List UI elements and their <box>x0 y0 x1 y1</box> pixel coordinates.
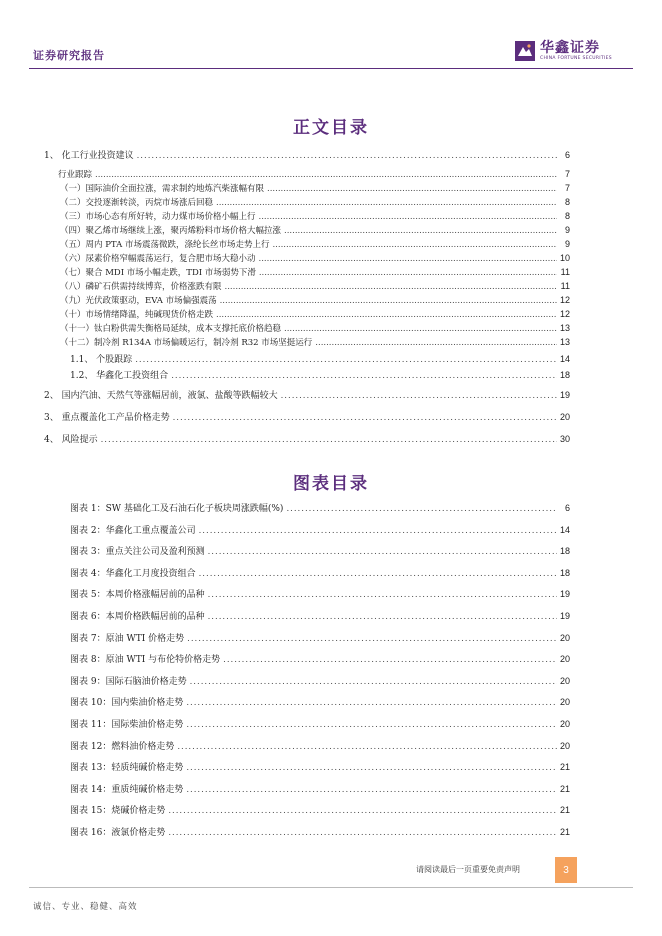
dot-leader <box>168 828 557 838</box>
dot-leader <box>284 226 557 236</box>
dot-leader <box>135 355 557 365</box>
toc-entry-page: 9 <box>564 225 570 235</box>
dot-leader <box>101 435 557 445</box>
dot-leader <box>187 634 557 644</box>
toc-entry-label: （二）交投逐渐转淡，丙烷市场涨后回稳 <box>60 198 214 208</box>
figure-toc-entry-label: 图表 15：烧碱价格走势 <box>70 806 166 816</box>
dot-leader <box>286 504 557 514</box>
figure-toc-entry[interactable] <box>70 544 570 557</box>
dot-leader <box>208 612 557 622</box>
figure-toc-entry-label: 图表 12：燃料油价格走势 <box>70 742 175 752</box>
company-motto: 诚信、专业、稳健、高效 <box>33 902 138 912</box>
figure-toc-entry-label: 图表 8：原油 WTI 与布伦特价格走势 <box>70 655 221 665</box>
dot-leader <box>220 296 557 306</box>
toc-entry[interactable] <box>60 210 570 222</box>
toc-entry-page: 30 <box>559 434 570 444</box>
toc-entry-label: （五）周内 PTA 市场震荡微跌，涤纶长丝市场走势上行 <box>60 240 270 250</box>
dot-leader <box>216 198 557 208</box>
toc-entry-page: 8 <box>564 211 570 221</box>
figure-toc-entry[interactable] <box>70 587 570 600</box>
figure-toc-entry[interactable] <box>70 739 570 752</box>
toc-entry-label: （三）市场心态有所好转，动力煤市场价格小幅上行 <box>60 212 256 222</box>
toc-entry-page: 9 <box>564 239 570 249</box>
figures-title: 图表目录 <box>293 474 369 494</box>
toc-entry-label: （十一）钛白粉供需失衡格局延续，成本支撑托底价格趋稳 <box>60 324 282 334</box>
toc-entry-label: （六）尿素价格窄幅震荡运行，复合肥市场大稳小动 <box>60 254 256 264</box>
toc-entry-page: 12 <box>559 309 570 319</box>
figure-toc-entry-page: 20 <box>559 654 570 664</box>
toc-entry[interactable] <box>60 266 570 278</box>
toc-entry-page: 20 <box>559 412 570 422</box>
figure-toc-entry[interactable] <box>70 631 570 644</box>
toc-entry[interactable] <box>44 432 570 445</box>
toc-entry[interactable] <box>58 168 570 180</box>
footer-divider <box>29 887 633 888</box>
figure-toc-entry-page: 21 <box>559 827 570 837</box>
dot-leader <box>177 742 557 752</box>
toc-entry-label: 4、 风险提示 <box>44 435 98 445</box>
figure-toc-entry-page: 21 <box>559 805 570 815</box>
figure-toc-entry-label: 图表 4：华鑫化工月度投资组合 <box>70 569 196 579</box>
logo-mark-icon <box>514 40 536 62</box>
dot-leader <box>190 677 557 687</box>
figure-toc-entry-label: 图表 6：本周价格跌幅居前的品种 <box>70 612 205 622</box>
dot-leader <box>259 212 557 222</box>
figure-toc-entry[interactable] <box>70 523 570 536</box>
dot-leader <box>137 151 557 161</box>
figure-toc-entry-label: 图表 11：国际柴油价格走势 <box>70 720 184 730</box>
toc-entry[interactable] <box>60 322 570 334</box>
dot-leader <box>267 184 557 194</box>
toc-entry-label: （十）市场情绪降温，纯碱现货价格走跌 <box>60 310 214 320</box>
page-header <box>0 0 662 72</box>
figure-toc-entry-page: 6 <box>564 503 570 513</box>
toc-entry-label: 2、 国内汽油、天然气等涨幅居前，液氯、盐酸等跌幅较大 <box>44 391 278 401</box>
toc-entry-label: （一）国际油价全面拉涨，需求制约地炼汽柴涨幅有限 <box>60 184 265 194</box>
toc-entry-label: 行业跟踪 <box>58 170 93 180</box>
report-type-label: 证券研究报告 <box>33 49 105 62</box>
toc-entry[interactable] <box>60 196 570 208</box>
figure-toc-entry-page: 20 <box>559 741 570 751</box>
logo-english-name: CHINA FORTUNE SECURITIES <box>540 56 612 61</box>
dot-leader <box>259 254 557 264</box>
toc-entry[interactable] <box>60 280 570 292</box>
toc-entry-label: （四）聚乙烯市场继续上涨，聚丙烯粉料市场价格大幅拉涨 <box>60 226 282 236</box>
toc-entry-label: 3、 重点覆盖化工产品价格走势 <box>44 413 170 423</box>
dot-leader <box>186 763 557 773</box>
toc-entry-page: 7 <box>564 169 570 179</box>
toc-entry[interactable] <box>70 352 570 365</box>
toc-entry[interactable] <box>60 294 570 306</box>
figure-toc-entry-page: 14 <box>559 525 570 535</box>
toc-entry-label: 1、 化工行业投资建议 <box>44 151 134 161</box>
figure-toc-entry-page: 18 <box>559 568 570 578</box>
toc-entry-label: （七）聚合 MDI 市场小幅走跌，TDI 市场弱势下滑 <box>60 268 256 278</box>
figure-toc-entry-label: 图表 5：本周价格涨幅居前的品种 <box>70 590 205 600</box>
figure-toc-entry-page: 19 <box>559 611 570 621</box>
toc-entry-page: 7 <box>564 183 570 193</box>
toc-entry-page: 18 <box>559 370 570 380</box>
toc-entry-page: 10 <box>559 253 570 263</box>
toc-entry[interactable] <box>70 368 570 381</box>
toc-entry-page: 8 <box>564 197 570 207</box>
figure-toc-entry[interactable] <box>70 717 570 730</box>
figure-toc-entry-label: 图表 9：国际石脑油价格走势 <box>70 677 187 687</box>
figure-toc-entry[interactable] <box>70 695 570 708</box>
toc-entry-page: 13 <box>559 337 570 347</box>
figure-toc-entry-label: 图表 2：华鑫化工重点覆盖公司 <box>70 526 196 536</box>
toc-entry-label: （八）磷矿石供需持续博弈，价格涨跌有限 <box>60 282 222 292</box>
page-number-badge: 3 <box>555 857 577 883</box>
contents-title: 正文目录 <box>293 118 369 138</box>
dot-leader <box>315 338 557 348</box>
toc-entry-label: 1.2、 华鑫化工投资组合 <box>70 371 169 381</box>
dot-leader <box>186 785 557 795</box>
toc-entry[interactable] <box>44 410 570 423</box>
figure-toc-entry-label: 图表 14：重质纯碱价格走势 <box>70 785 184 795</box>
toc-entry-page: 11 <box>560 267 570 277</box>
dot-leader <box>171 371 557 381</box>
dot-leader <box>173 413 557 423</box>
figure-toc-entry[interactable] <box>70 782 570 795</box>
dot-leader <box>186 698 557 708</box>
toc-entry-page: 13 <box>559 323 570 333</box>
figure-toc-entry[interactable] <box>70 674 570 687</box>
dot-leader <box>186 720 557 730</box>
figure-toc-entry[interactable] <box>70 760 570 773</box>
figure-toc-entry[interactable] <box>70 501 570 514</box>
figure-toc-entry-page: 21 <box>559 762 570 772</box>
figure-toc-entry-label: 图表 13：轻质纯碱价格走势 <box>70 763 184 773</box>
toc-entry-page: 19 <box>559 390 570 400</box>
dot-leader <box>225 282 557 292</box>
dot-leader <box>216 310 557 320</box>
figure-toc-entry-page: 21 <box>559 784 570 794</box>
dot-leader <box>272 240 557 250</box>
toc-entry-label: （九）光伏政策驱动，EVA 市场偏强震荡 <box>60 296 217 306</box>
dot-leader <box>199 569 557 579</box>
figure-toc-entry-page: 20 <box>559 719 570 729</box>
toc-entry[interactable] <box>60 252 570 264</box>
dot-leader <box>95 170 557 180</box>
toc-entry-page: 11 <box>560 281 570 291</box>
dot-leader <box>208 590 557 600</box>
toc-entry[interactable] <box>60 182 570 194</box>
toc-entry[interactable] <box>60 308 570 320</box>
header-divider <box>29 68 633 69</box>
figure-toc-entry[interactable] <box>70 803 570 816</box>
dot-leader <box>199 526 557 536</box>
dot-leader <box>168 806 557 816</box>
figure-toc-entry[interactable] <box>70 652 570 665</box>
company-logo <box>514 40 612 62</box>
figure-toc-entry[interactable] <box>70 609 570 622</box>
toc-entry[interactable] <box>60 224 570 236</box>
toc-entry-page: 6 <box>564 150 570 160</box>
dot-leader <box>284 324 557 334</box>
figure-toc-entry-label: 图表 3：重点关注公司及盈利预测 <box>70 547 205 557</box>
toc-entry[interactable] <box>44 388 570 401</box>
figure-toc-entry-page: 19 <box>559 589 570 599</box>
toc-entry-page: 14 <box>559 354 570 364</box>
figure-toc-entry-label: 图表 7：原油 WTI 价格走势 <box>70 634 185 644</box>
toc-entry[interactable] <box>44 148 570 161</box>
toc-entry-page: 12 <box>559 295 570 305</box>
figure-toc-entry-label: 图表 1：SW 基础化工及石油石化子板块周涨跌幅(%) <box>70 504 284 514</box>
figure-toc-entry-page: 20 <box>559 633 570 643</box>
figure-toc-entry[interactable] <box>70 566 570 579</box>
toc-entry[interactable] <box>60 336 570 348</box>
dot-leader <box>281 391 557 401</box>
toc-entry-label: 1.1、 个股跟踪 <box>70 355 133 365</box>
dot-leader <box>259 268 557 278</box>
figure-toc-entry-page: 20 <box>559 676 570 686</box>
toc-entry-label: （十二）制冷剂 R134A 市场偏暖运行，制冷剂 R32 市场坚挺运行 <box>60 338 313 348</box>
dot-leader <box>223 655 557 665</box>
toc-entry[interactable] <box>60 238 570 250</box>
dot-leader <box>208 547 557 557</box>
figure-toc-entry-label: 图表 10：国内柴油价格走势 <box>70 698 184 708</box>
figure-toc-entry-page: 18 <box>559 546 570 556</box>
figure-toc-entry[interactable] <box>70 825 570 838</box>
figure-toc-entry-label: 图表 16：液氯价格走势 <box>70 828 166 838</box>
figure-toc-entry-page: 20 <box>559 697 570 707</box>
disclaimer-note: 请阅读最后一页重要免责声明 <box>416 865 520 874</box>
logo-chinese-name: 华鑫证券 <box>540 40 600 56</box>
